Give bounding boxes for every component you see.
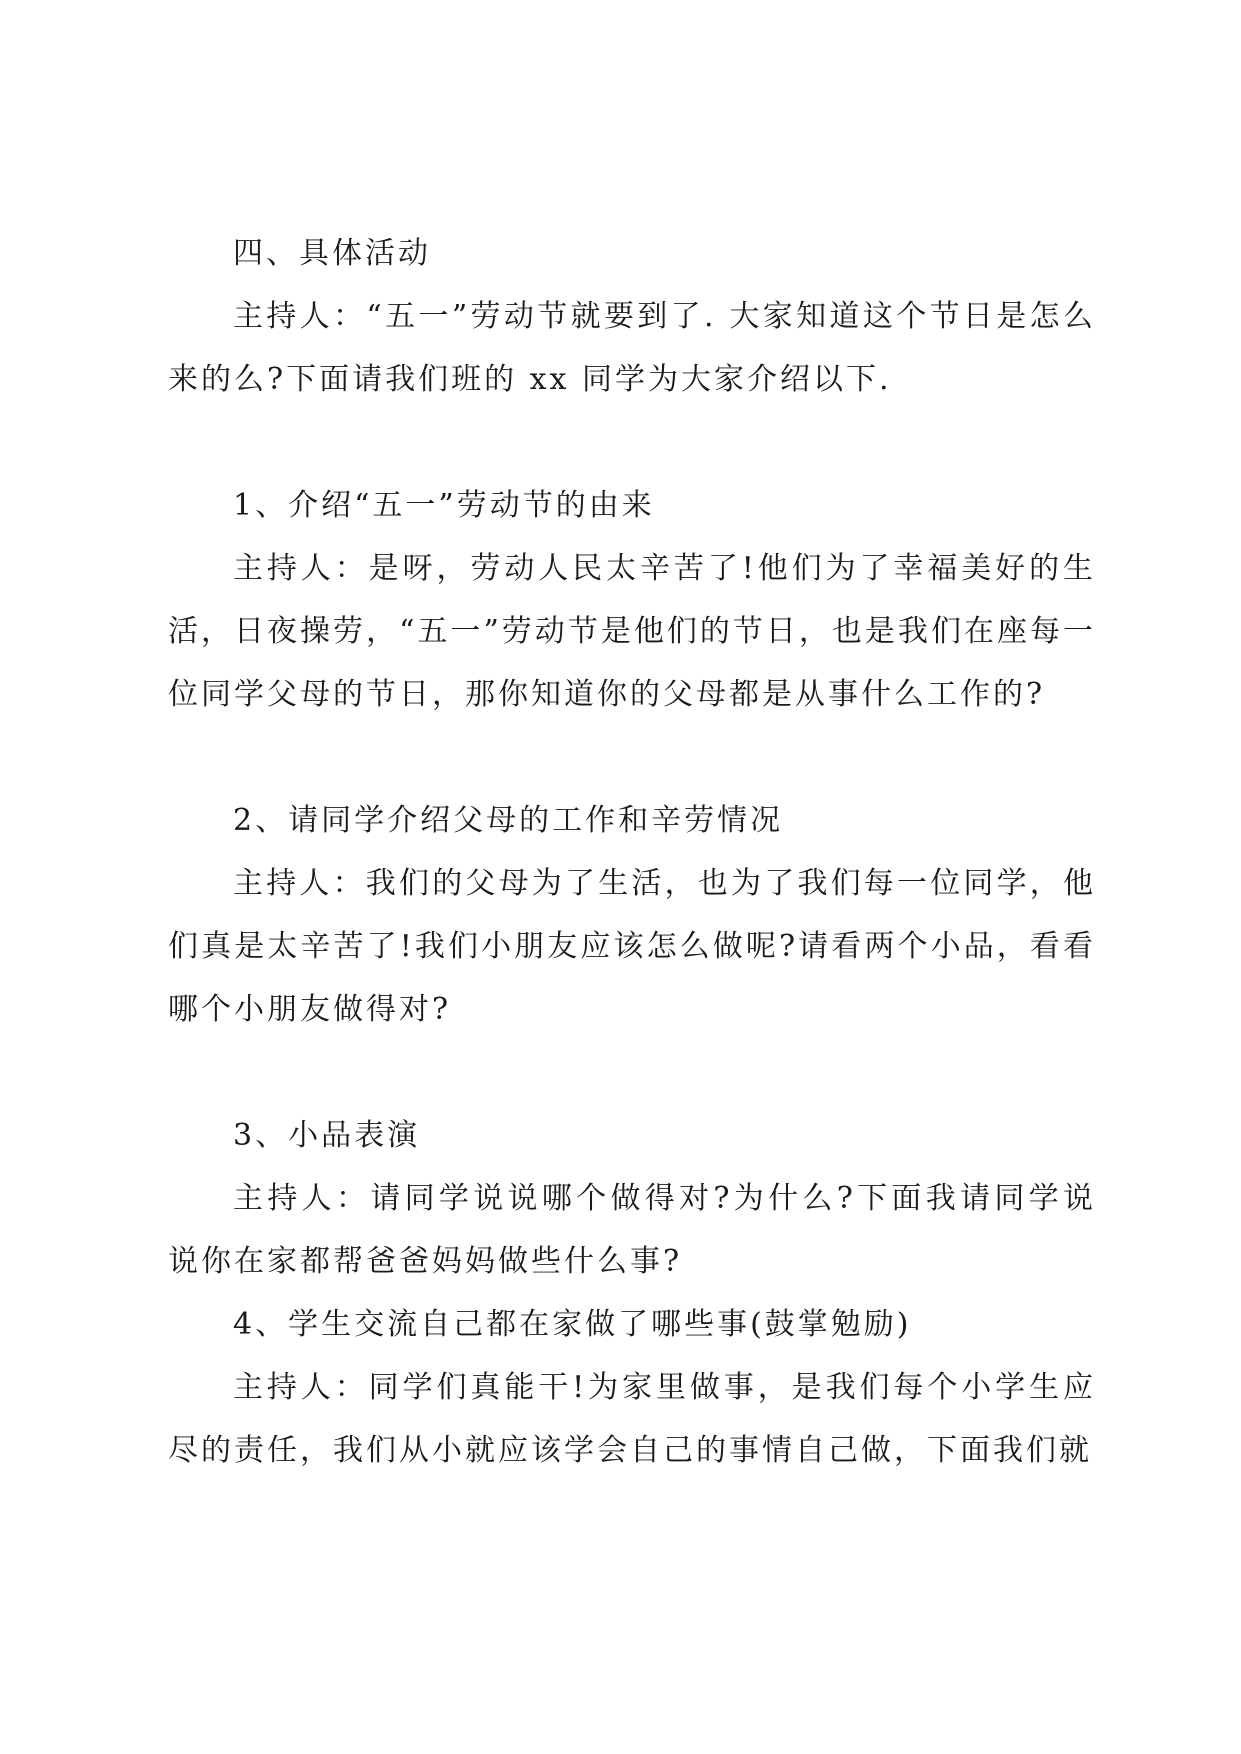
host-paragraph-3: 主持人：我们的父母为了生活，也为了我们每一位同学，他们真是太辛苦了!我们小朋友应该怎么做呢?请看两个小品，看看哪个小朋友做得对? xyxy=(168,866,1096,1027)
section-heading-4: 4、学生交流自己都在家做了哪些事(鼓掌勉励) xyxy=(233,1307,912,1342)
host-paragraph-2: 主持人：是呀，劳动人民太辛苦了!他们为了幸福美好的生活，日夜操劳，“五一”劳动节是他们的节日，也是我们在座每一位同学父母的节日，那你知道你的父母都是从事什么工作的? xyxy=(168,551,1096,712)
section-heading-specific-activities: 四、具体活动 xyxy=(233,236,431,271)
host-paragraph-1: 主持人：“五一”劳动节就要到了. 大家知道这个节日是怎么来的么?下面请我们班的 xx 同学为大家介绍以下. xyxy=(168,299,1096,397)
document-body xyxy=(168,222,1096,1482)
section-heading-2: 2、请同学介绍父母的工作和辛劳情况 xyxy=(233,803,784,838)
paragraph-gap xyxy=(168,726,1096,789)
section-heading-1: 1、介绍“五一”劳动节的由来 xyxy=(233,488,655,523)
paragraph-gap xyxy=(168,411,1096,474)
paragraph-gap xyxy=(168,1041,1096,1104)
host-paragraph-4: 主持人：请同学说说哪个做得对?为什么?下面我请同学说说你在家都帮爸爸妈妈做些什么事? xyxy=(168,1181,1096,1279)
section-heading-3: 3、小品表演 xyxy=(233,1118,421,1153)
host-paragraph-5: 主持人：同学们真能干!为家里做事，是我们每个小学生应尽的责任，我们从小就应该学会自己的事情自己做，下面我们就 xyxy=(168,1370,1096,1468)
